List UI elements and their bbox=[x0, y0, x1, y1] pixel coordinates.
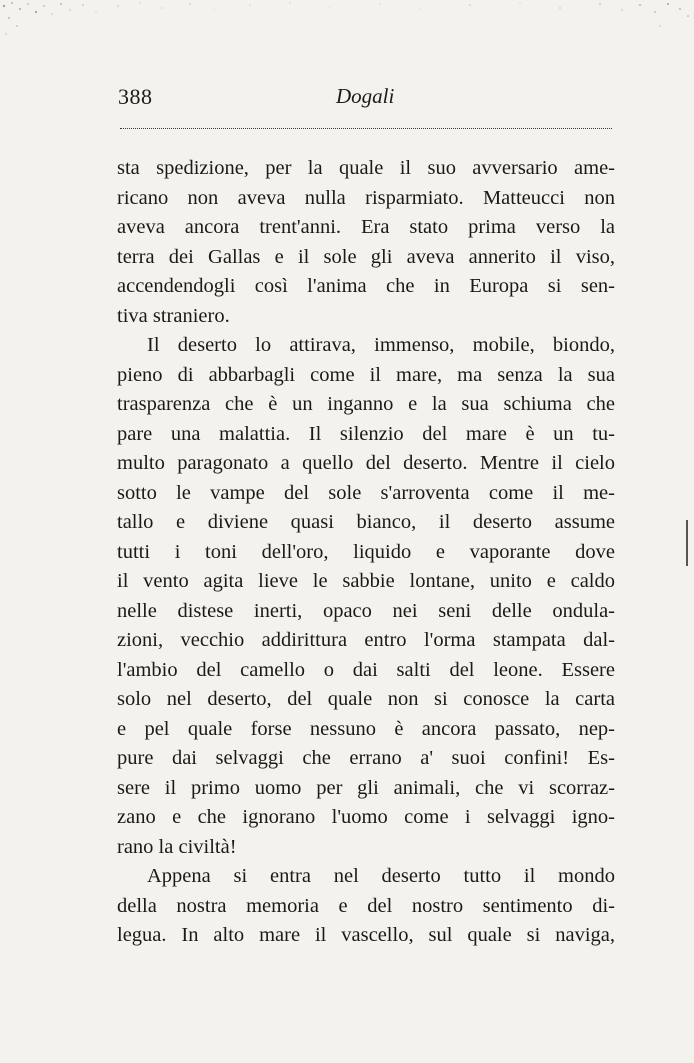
text-line: sotto le vampe del sole s'arroventa come il me- bbox=[117, 481, 615, 504]
paragraph-2 bbox=[117, 331, 615, 862]
text-line: pare una malattia. Il silenzio del mare è un tu- bbox=[117, 422, 615, 445]
paragraph-1 bbox=[117, 154, 615, 331]
text-line: tutti i toni dell'oro, liquido e vaporante dove bbox=[117, 540, 615, 563]
text-line: tiva straniero. bbox=[117, 304, 230, 327]
text-line: legua. In alto mare il vascello, sul quale si naviga, bbox=[117, 924, 615, 946]
running-title: Dogali bbox=[336, 84, 395, 108]
text-line: sere il primo uomo per gli animali, che vi scorraz- bbox=[117, 776, 615, 799]
text-line: zano e che ignorano l'uomo come i selvaggi igno- bbox=[117, 806, 615, 828]
text-line: Il deserto lo attirava, immenso, mobile, biondo, bbox=[147, 334, 615, 356]
text-line: pieno di abbarbagli come il mare, ma senza la sua bbox=[117, 363, 615, 386]
text-line: nelle distese inerti, opaco nei seni delle ondula- bbox=[117, 599, 615, 622]
header-rule bbox=[120, 128, 612, 129]
text-line: solo nel deserto, del quale non si conosce la carta bbox=[117, 688, 615, 710]
text-line: trasparenza che è un inganno e la sua schiuma che bbox=[117, 393, 615, 415]
text-line: multo paragonato a quello del deserto. Mentre il cielo bbox=[117, 452, 615, 474]
text-line: terra dei Gallas e il sole gli aveva annerito il viso, bbox=[117, 245, 615, 268]
text-line: ricano non aveva nulla risparmiato. Matteucci non bbox=[117, 186, 615, 209]
text-line: pure dai selvaggi che errano a' suoi confini! Es- bbox=[117, 747, 615, 769]
text-line: l'ambio del camello o dai salti del leone. Essere bbox=[117, 658, 615, 681]
text-line: rano la civiltà! bbox=[117, 835, 237, 858]
page-header bbox=[118, 84, 614, 118]
margin-scan-mark bbox=[686, 520, 688, 566]
text-line: della nostra memoria e del nostro sentimento di- bbox=[117, 894, 615, 917]
text-line: aveva ancora trent'anni. Era stato prima verso la bbox=[117, 216, 615, 238]
paper-speckle-decoration bbox=[0, 0, 694, 60]
text-line: e pel quale forse nessuno è ancora passato, nep- bbox=[117, 717, 615, 740]
page-number: 388 bbox=[118, 84, 153, 109]
text-line: accendendogli così l'anima che in Europa si sen- bbox=[117, 275, 615, 297]
text-line: zioni, vecchio addirittura entro l'orma stampata dal- bbox=[117, 629, 615, 651]
text-line: tallo e diviene quasi bianco, il deserto assume bbox=[117, 511, 615, 533]
text-line: il vento agita lieve le sabbie lontane, unito e caldo bbox=[117, 570, 615, 592]
body-text bbox=[117, 154, 615, 951]
text-line: Appena si entra nel deserto tutto il mondo bbox=[147, 865, 615, 887]
paragraph-3 bbox=[117, 862, 615, 951]
text-line: sta spedizione, per la quale il suo avversario ame- bbox=[117, 157, 615, 179]
